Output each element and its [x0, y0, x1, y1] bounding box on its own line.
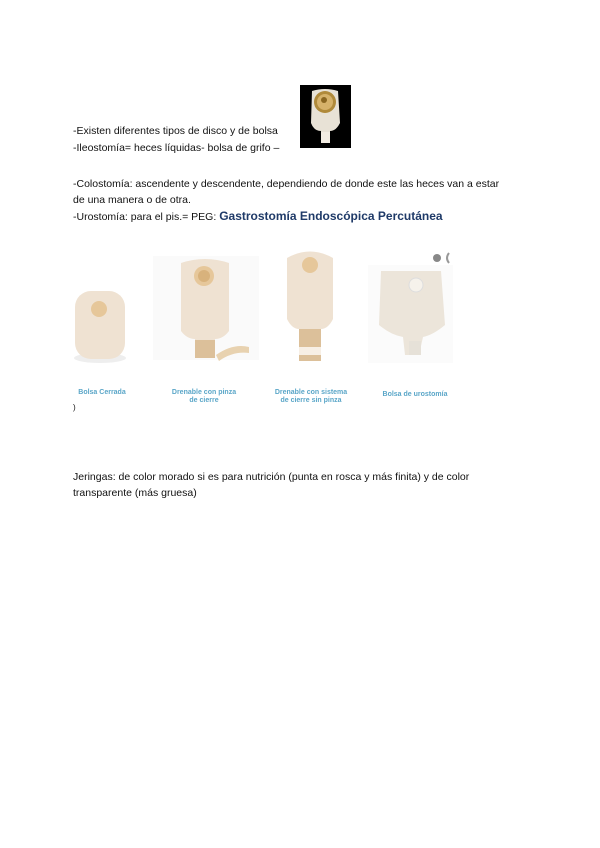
closed-bag-image	[74, 291, 126, 363]
caption-closed-bag: Bolsa Cerrada	[78, 389, 126, 396]
text-line-colostomy: -Colostomía: ascendente y descendente, dependiendo de donde este las heces van a estar	[73, 178, 500, 190]
caption-drainable-clamp: Drenable con pinza de cierre	[171, 389, 237, 404]
urostomy-bag-image	[368, 253, 453, 363]
drainable-no-clamp-bag-image	[287, 252, 333, 362]
text-line-disc-types: -Existen diferentes tipos de disco y de bolsa	[73, 125, 278, 137]
urostomy-prefix: -Urostomía: para el pis.= PEG:	[73, 211, 220, 223]
caption-urostomy-bag: Bolsa de urostomía	[382, 391, 448, 398]
stoma-bag-photo	[300, 85, 351, 148]
text-line-ileostomy: -Ileostomía= heces líquidas- bolsa de grifo –	[73, 142, 280, 154]
caption-drainable-no-clamp: Drenable con sistema de cierre sin pinza	[274, 389, 348, 404]
ostomy-bags-figure	[73, 243, 458, 413]
stray-mark: )	[73, 403, 76, 412]
syringe-line-2: transparente (más gruesa)	[73, 487, 197, 499]
text-line-colostomy-cont: de una manera o de otra.	[73, 194, 191, 206]
text-line-urostomy	[73, 209, 443, 224]
syringe-line-1: Jeringas: de color morado si es para nutrición (punta en rosca y más finita) y de color	[73, 471, 470, 483]
drainable-clamp-bag-image	[153, 256, 259, 361]
peg-term: Gastrostomía Endoscópica Percutánea	[219, 209, 443, 223]
